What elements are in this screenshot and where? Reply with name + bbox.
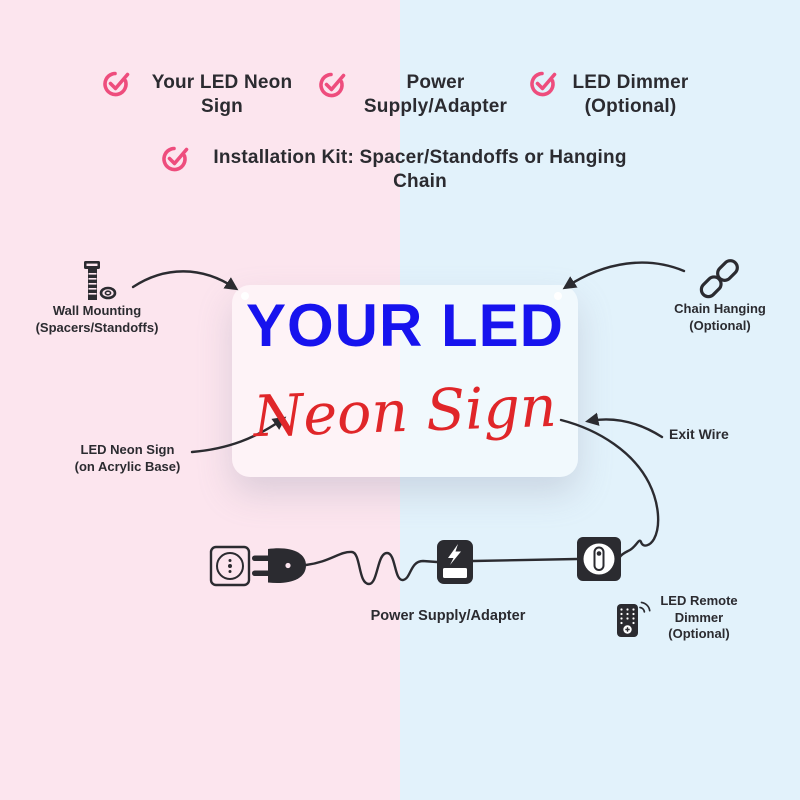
exit-wire-label: Exit Wire [669, 426, 729, 442]
checklist-item-power-supply [348, 71, 523, 119]
power-adapter-icon [437, 540, 473, 584]
label-line: (Spacers/Standoffs) [35, 320, 159, 335]
checklist-label-line: Installation Kit: Spacer/Standoffs or Hanging [213, 147, 627, 168]
screw-icon [84, 261, 115, 300]
power-supply-label: Power Supply/Adapter [370, 608, 526, 624]
label-line: Chain Hanging [674, 301, 766, 316]
wire-adapter-to-dimmer [473, 559, 577, 561]
remote-dimmer-label [643, 593, 755, 643]
check-circle-icon [318, 69, 348, 99]
sign-script: Neon Sign [252, 373, 558, 451]
arrow-chain-hanging [566, 263, 684, 287]
sign-title: YOUR LED [245, 292, 565, 359]
checklist-item-installation-kit [185, 146, 655, 194]
label-line: LED Neon Sign [80, 442, 175, 457]
checklist-label-line: Your LED Neon [151, 72, 293, 93]
checklist-item-led-dimmer [553, 71, 708, 119]
check-circle-icon [102, 68, 132, 98]
checklist-label-line: Chain [393, 171, 447, 192]
label-line: (on Acrylic Base) [74, 459, 181, 474]
label-line: (Optional) [689, 318, 751, 333]
arrow-wall-mounting [133, 271, 235, 288]
checklist-label-line: Power [406, 72, 465, 93]
label-line: LED Remote [660, 593, 738, 608]
checklist-label-line: Supply/Adapter [363, 96, 508, 117]
checklist-item-your-led-neon-sign [138, 71, 306, 119]
wall-outlet-icon [211, 547, 249, 585]
chain-link-icon [698, 258, 740, 300]
wall-mounting-label [5, 302, 189, 336]
dimmer-switch-icon [577, 537, 621, 581]
label-line: (Optional) [668, 626, 730, 641]
power-plug-icon [252, 548, 306, 583]
wire-power-cord [306, 552, 437, 584]
checklist-label-line: LED Dimmer [572, 72, 689, 93]
wire-sign-to-dimmer [561, 420, 658, 557]
checklist-label-line: (Optional) [584, 96, 677, 117]
checklist-label-line: Sign [201, 96, 243, 117]
led-neon-sign-label [35, 441, 220, 475]
label-line: Wall Mounting [52, 303, 142, 318]
label-line: Dimmer [674, 609, 724, 625]
chain-hanging-label [645, 300, 795, 334]
